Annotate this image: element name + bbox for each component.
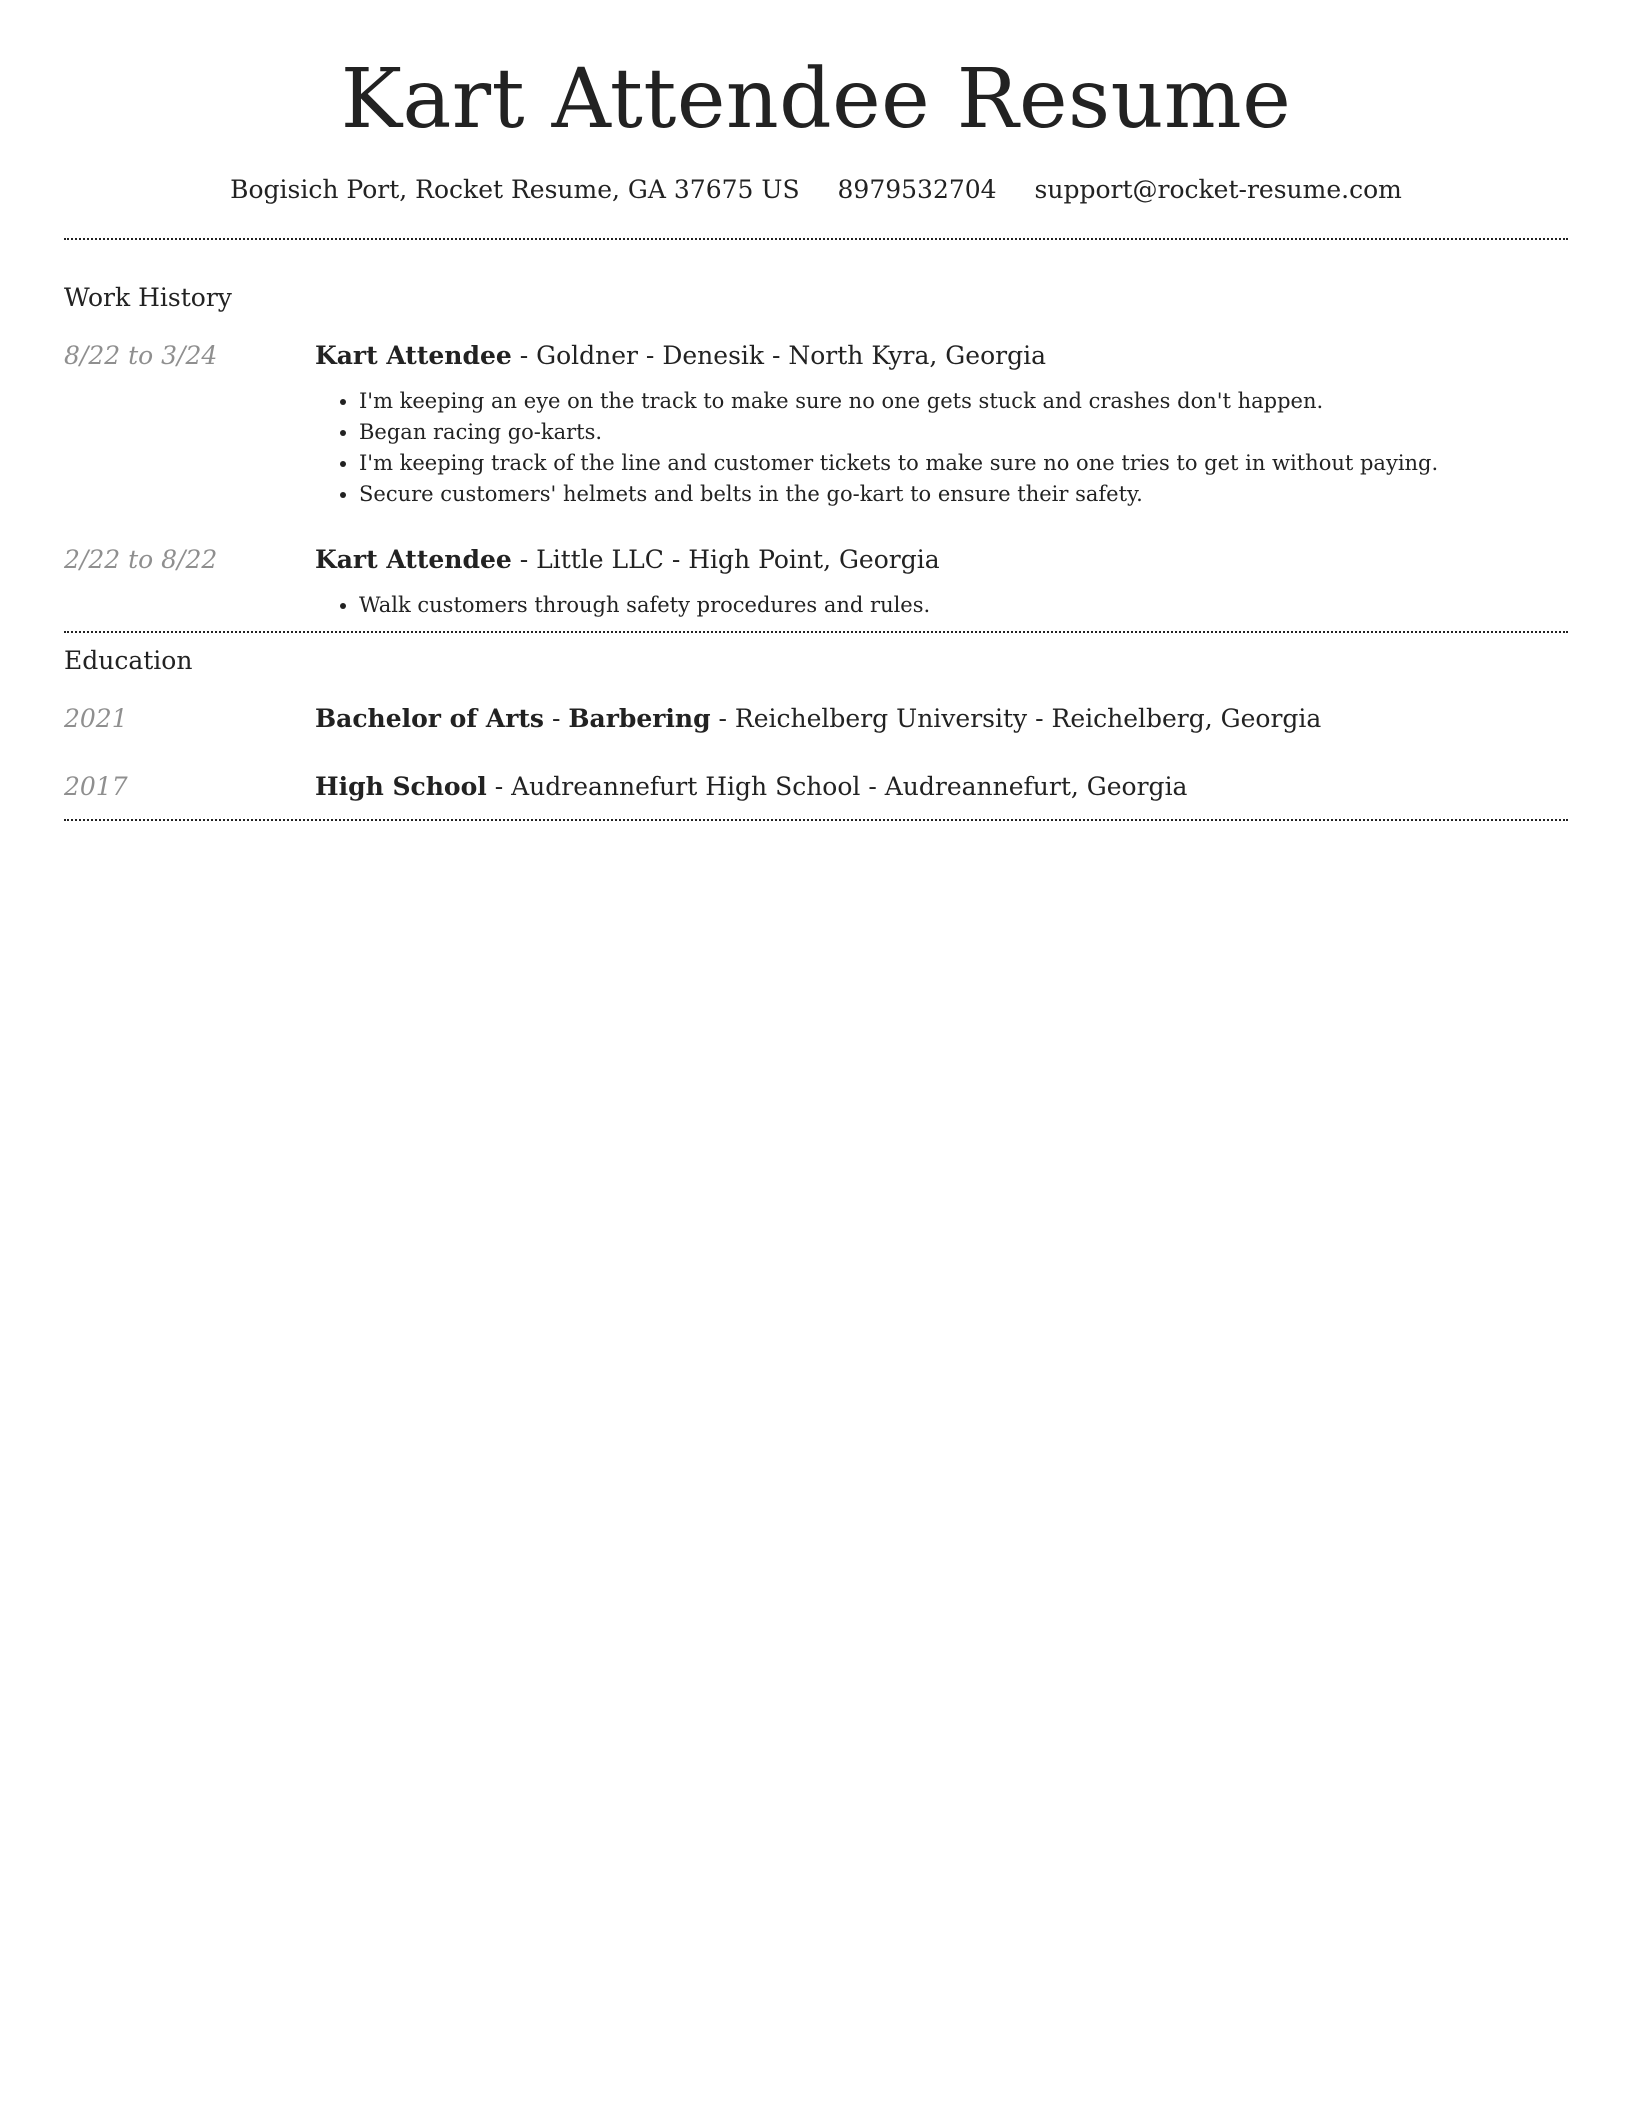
contact-phone: 8979532704 (837, 175, 997, 204)
education-heading: Education (64, 646, 193, 675)
contact-line (64, 174, 1568, 206)
section-divider (64, 819, 1568, 821)
responsibility-item: • I'm keeping an eye on the track to make sure no one gets stuck and crashes don't happen. (359, 386, 1568, 417)
section-divider (64, 631, 1568, 633)
education-details (315, 703, 1568, 735)
responsibility-item: • Began racing go-karts. (359, 417, 1568, 448)
job-employer-location: - Goldner - Denesik - North Kyra, Georgia (511, 341, 1046, 370)
education-entry (64, 703, 1568, 735)
education-year: 2021 (64, 704, 128, 733)
job-responsibilities (315, 386, 1568, 510)
job-header (315, 340, 1568, 372)
job-entry (64, 340, 1568, 510)
job-dates: 8/22 to 3/24 (64, 341, 218, 370)
job-details (315, 340, 1568, 510)
job-entry (64, 544, 1568, 631)
education-header (315, 771, 1568, 803)
school-location: - Audreannefurt High School - Audreannefurt, Georgia (486, 772, 1188, 801)
degree-separator: - (544, 704, 569, 733)
work-history-heading: Work History (64, 283, 232, 312)
degree-name: Bachelor of Arts (315, 704, 545, 733)
resume-title: Kart Attendee Resume (340, 52, 1292, 147)
job-dates: 2/22 to 8/22 (64, 545, 218, 574)
school-location: - Reichelberg University - Reichelberg, Georgia (710, 704, 1322, 733)
job-position: Kart Attendee (315, 545, 512, 574)
contact-email: support@rocket-resume.com (1034, 175, 1402, 204)
education-header (315, 703, 1568, 735)
responsibility-item: • Secure customers' helmets and belts in the go-kart to ensure their safety. (359, 479, 1568, 510)
education-details (315, 771, 1568, 803)
field-of-study: Barbering (568, 704, 711, 733)
job-details (315, 544, 1568, 631)
job-employer-location: - Little LLC - High Point, Georgia (511, 545, 940, 574)
job-header (315, 544, 1568, 576)
education-year: 2017 (64, 772, 128, 801)
education-entry (64, 771, 1568, 803)
contact-address: Bogisich Port, Rocket Resume, GA 37675 US (230, 175, 800, 204)
resume-page (64, 0, 1568, 821)
section-divider (64, 238, 1568, 240)
responsibility-item: • Walk customers through safety procedures and rules. (359, 590, 1568, 621)
job-responsibilities (315, 590, 1568, 621)
degree-name: High School (315, 772, 487, 801)
responsibility-item: • I'm keeping track of the line and customer tickets to make sure no one tries to get in without paying. (359, 448, 1568, 479)
job-position: Kart Attendee (315, 341, 512, 370)
